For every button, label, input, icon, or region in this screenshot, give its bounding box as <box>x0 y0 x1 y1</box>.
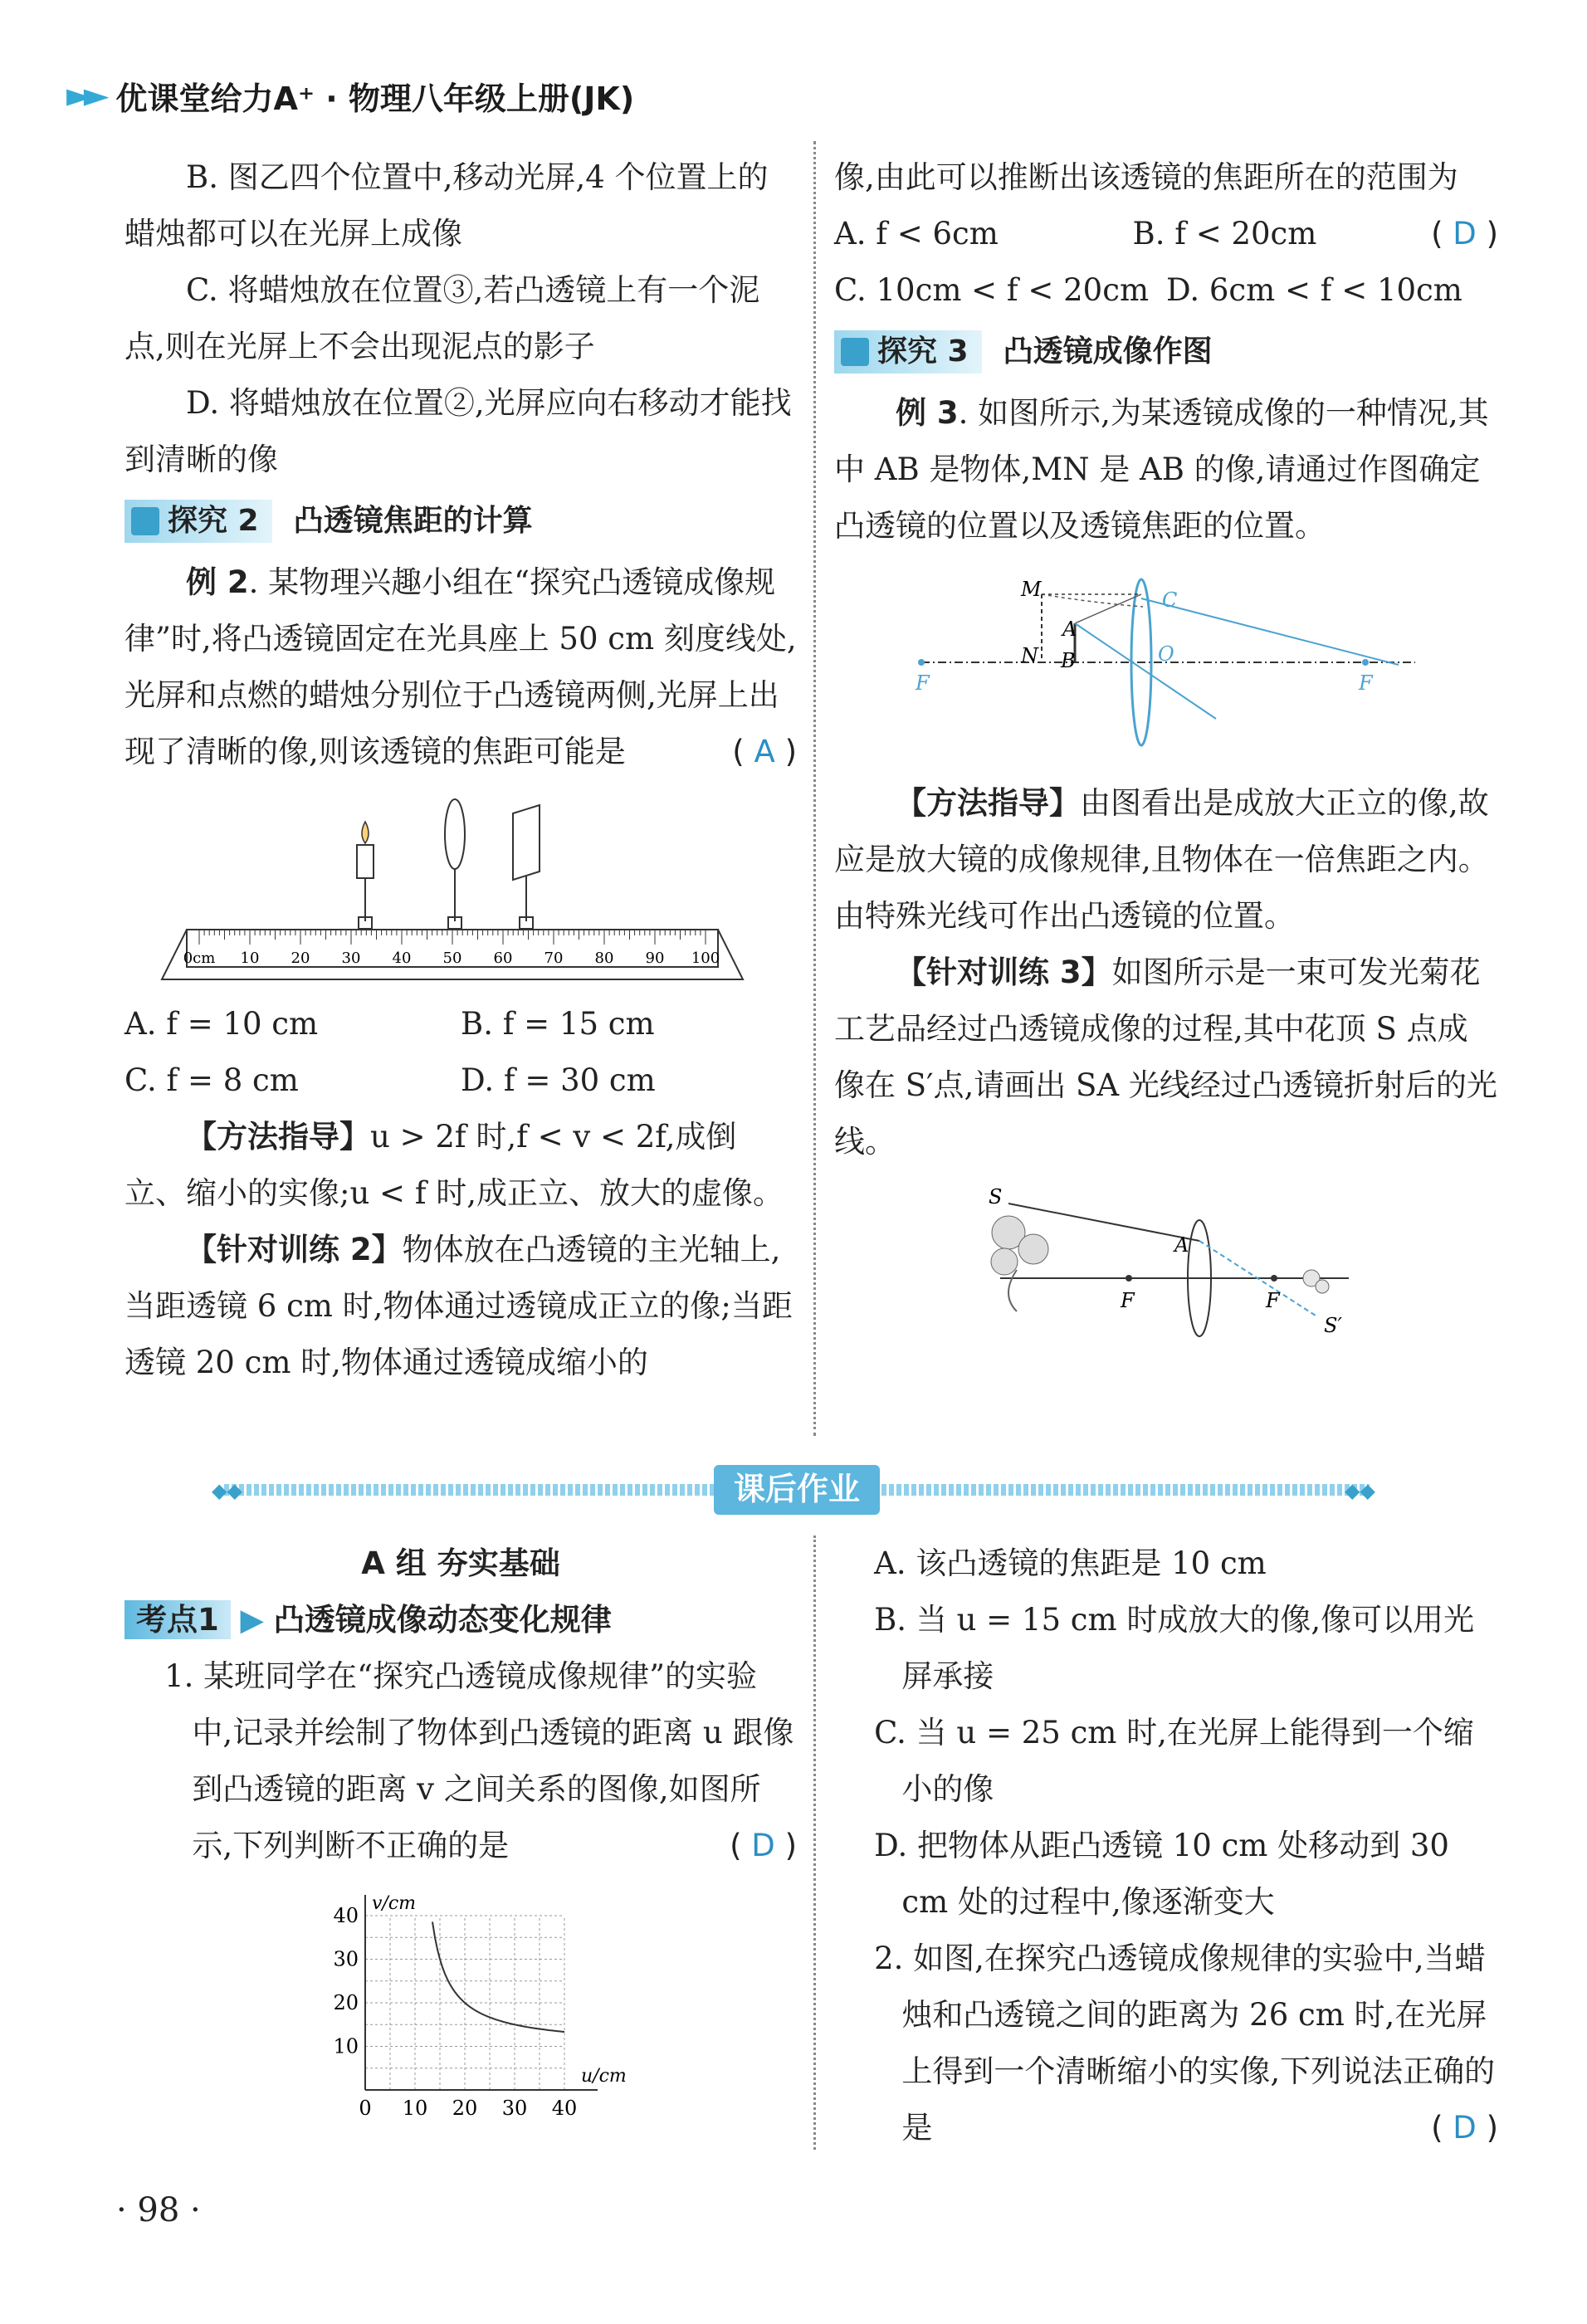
column-divider <box>813 141 816 1436</box>
example-2: 例 2. 某物理兴趣小组在“探究凸透镜成像规律”时,将凸透镜固定在光具座上 50 cm 刻度线处,光屏和点燃的蜡烛分别位于凸透镜两侧,光屏上出现了清晰的像,则该透镜的焦距可能是 ( A ) <box>125 554 797 780</box>
y-tick-label: 10 <box>333 2034 359 2058</box>
ruler-tick-label: 10 <box>240 950 260 967</box>
person-icon <box>131 507 159 535</box>
label-F-right: F <box>1266 1289 1280 1312</box>
flower-object <box>991 1216 1048 1311</box>
option: C. f = 8 cm <box>125 1062 299 1098</box>
y-tick-label: 30 <box>333 1947 359 1971</box>
method-guide: 【方法指导】u > 2f 时,f < v < 2f,成倒立、缩小的实像;u < f 时,成正立、放大的虚像。 <box>125 1119 784 1211</box>
kaodian-title: 凸透镜成像动态变化规律 <box>273 1602 612 1638</box>
option: B. f = 15 cm <box>461 1006 655 1042</box>
section-2-title: 凸透镜焦距的计算 <box>293 504 533 538</box>
kaodian-heading: 考点1 ▶ 凸透镜成像动态变化规律 <box>125 1592 797 1648</box>
ruler-tick-label: 100 <box>691 950 720 967</box>
training-2: 【针对训练 2】物体放在凸透镜的主光轴上,当距透镜 6 cm 时,物体通过透镜成正立的像;当距透镜 20 cm 时,物体通过透镜成缩小的 <box>125 1232 793 1380</box>
q1-option-a: A. 该凸透镜的焦距是 10 cm <box>874 1545 1267 1581</box>
label-N: N <box>1021 644 1038 667</box>
lens <box>445 799 465 929</box>
section-3-heading <box>834 324 1498 380</box>
option: B. f < 20cm <box>1132 216 1317 251</box>
person-icon <box>841 338 869 366</box>
training-2-options-row2 <box>834 262 1498 319</box>
page-number: · 98 · <box>116 2191 201 2229</box>
method-guide-3: 【方法指导】由图看出是成放大正立的像,故应是放大镜的成像规律,且物体在一倍焦距之内。由特殊光线可作出凸透镜的位置。 <box>834 785 1489 934</box>
option-d: D. 将蜡烛放在位置②,光屏应向右移动才能找到清晰的像 <box>125 385 792 477</box>
question-1: 1. 某班同学在“探究凸透镜成像规律”的实验中,记录并绘制了物体到凸透镜的距离 u 跟像到凸透镜的距离 v 之间关系的图像,如图所示,下列判断不正确的是 ( D ) <box>125 1648 797 1874</box>
header-arrows-icon: ►► <box>66 76 101 115</box>
label-B: B <box>1061 649 1076 672</box>
x-tick-label: 30 <box>501 2097 528 2120</box>
q1-option-d: D. 把物体从距凸透镜 10 cm 处移动到 30 cm 处的过程中,像逐渐变大 <box>874 1828 1449 1920</box>
left-column <box>125 149 797 1391</box>
question-2: 2. 如图,在探究凸透镜成像规律的实验中,当蜡烛和凸透镜之间的距离为 26 cm 时,在光屏上得到一个清晰缩小的实像,下列说法正确的是 ( D ) <box>834 1931 1498 2156</box>
option: A. f < 6cm <box>834 216 999 251</box>
label-F-left: F <box>916 671 930 695</box>
column-divider-homework <box>813 1536 816 2150</box>
label-M: M <box>1021 578 1042 601</box>
option: A. f = 10 cm <box>125 1006 319 1042</box>
screen <box>513 805 540 929</box>
label-O: O <box>1158 642 1174 666</box>
ruler-tick-label: 80 <box>594 950 614 967</box>
ruler-tick-label: 50 <box>442 950 462 967</box>
kaodian-tag: 考点1 <box>125 1600 231 1639</box>
uv-chart <box>125 1874 797 2123</box>
option: D. 6cm < f < 10cm <box>1166 272 1462 308</box>
right-column <box>834 149 1498 1361</box>
section-3-tag: 探究 3 <box>834 330 982 374</box>
ruler-tick-label: 60 <box>493 950 513 967</box>
label-A: A <box>1174 1233 1189 1257</box>
ruler-tick-label: 0cm <box>183 950 216 967</box>
header-title: 优课堂给力A⁺ · 物理八年级上册(JK) <box>115 80 635 117</box>
y-tick-label: 40 <box>333 1904 359 1927</box>
label-F-right: F <box>1359 671 1373 695</box>
homework-left-column <box>125 1536 797 2123</box>
ruler-tick-label: 40 <box>392 950 412 967</box>
label-S: S <box>989 1185 1003 1208</box>
label-F-left: F <box>1121 1289 1135 1312</box>
label-S-prime: S′ <box>1324 1314 1342 1337</box>
option-b: B. 图乙四个位置中,移动光屏,4 个位置上的蜡烛都可以在光屏上成像 <box>125 159 769 251</box>
svg-text:◆◆: ◆◆ <box>1345 1479 1375 1502</box>
ruler-tick-label: 20 <box>291 950 310 967</box>
section-2-heading <box>125 493 797 549</box>
option-c: C. 将蜡烛放在位置③,若凸透镜上有一个泥点,则在光屏上不会出现泥点的影子 <box>125 272 760 364</box>
option: D. f = 30 cm <box>461 1062 656 1098</box>
x-axis-label: u/cm <box>581 2066 627 2087</box>
option: C. 10cm < f < 20cm <box>834 272 1150 308</box>
x-tick-label: 0 <box>359 2097 372 2120</box>
y-axis-label: v/cm <box>372 1893 417 1914</box>
homework-right-column <box>834 1536 1498 2156</box>
flower-image <box>1303 1270 1329 1293</box>
training-2-answer: ( D ) <box>1431 216 1498 251</box>
label-C: C <box>1162 588 1178 612</box>
q1-option-c: C. 当 u = 25 cm 时,在光屏上能得到一个缩小的像 <box>874 1715 1474 1807</box>
svg-text:◆◆: ◆◆ <box>212 1479 242 1502</box>
candle <box>357 822 374 929</box>
homework-banner <box>199 1461 1394 1519</box>
flower-lens-figure <box>834 1179 1498 1353</box>
uv-curve <box>432 1922 564 2033</box>
example-2-answer: ( A ) <box>732 734 797 769</box>
training-2-continued: 像,由此可以推断出该透镜的焦距所在的范围为 ( D ) <box>834 149 1498 206</box>
q1-option-b: B. 当 u = 15 cm 时成放大的像,像可以用光屏承接 <box>874 1602 1475 1694</box>
banner-title: 课后作业 <box>733 1471 861 1507</box>
optical-bench-figure <box>125 797 797 988</box>
question-2-answer: ( D ) <box>1431 2110 1498 2146</box>
example-2-options-row1 <box>125 996 797 1052</box>
page-header <box>66 66 634 124</box>
y-tick-label: 20 <box>333 1991 359 2014</box>
x-tick-label: 40 <box>551 2097 578 2120</box>
question-1-answer: ( D ) <box>730 1828 797 1863</box>
x-tick-label: 20 <box>452 2097 478 2120</box>
ruler-ticks <box>183 930 720 967</box>
x-tick-label: 10 <box>402 2097 428 2120</box>
group-heading: A 组 夯实基础 <box>361 1545 560 1581</box>
example-2-options-row2 <box>125 1052 797 1109</box>
ruler-tick-label: 70 <box>544 950 564 967</box>
section-3-title: 凸透镜成像作图 <box>1003 334 1213 369</box>
ray-diagram-example-3 <box>834 561 1498 769</box>
ruler-tick-label: 30 <box>341 950 361 967</box>
example-3: 例 3. 如图所示,为某透镜成像的一种情况,其中 AB 是物体,MN 是 AB 的像,请通过作图确定凸透镜的位置以及透镜焦距的位置。 <box>834 395 1489 544</box>
label-A: A <box>1062 618 1077 641</box>
training-2-options-row1 <box>834 206 1431 262</box>
ruler-tick-label: 90 <box>645 950 665 967</box>
section-2-tag: 探究 2 <box>125 500 272 543</box>
training-3: 【针对训练 3】如图所示是一束可发光菊花工艺品经过凸透镜成像的过程,其中花顶 S 点成像在 S′点,请画出 SA 光线经过凸透镜折射后的光线。 <box>834 954 1497 1160</box>
